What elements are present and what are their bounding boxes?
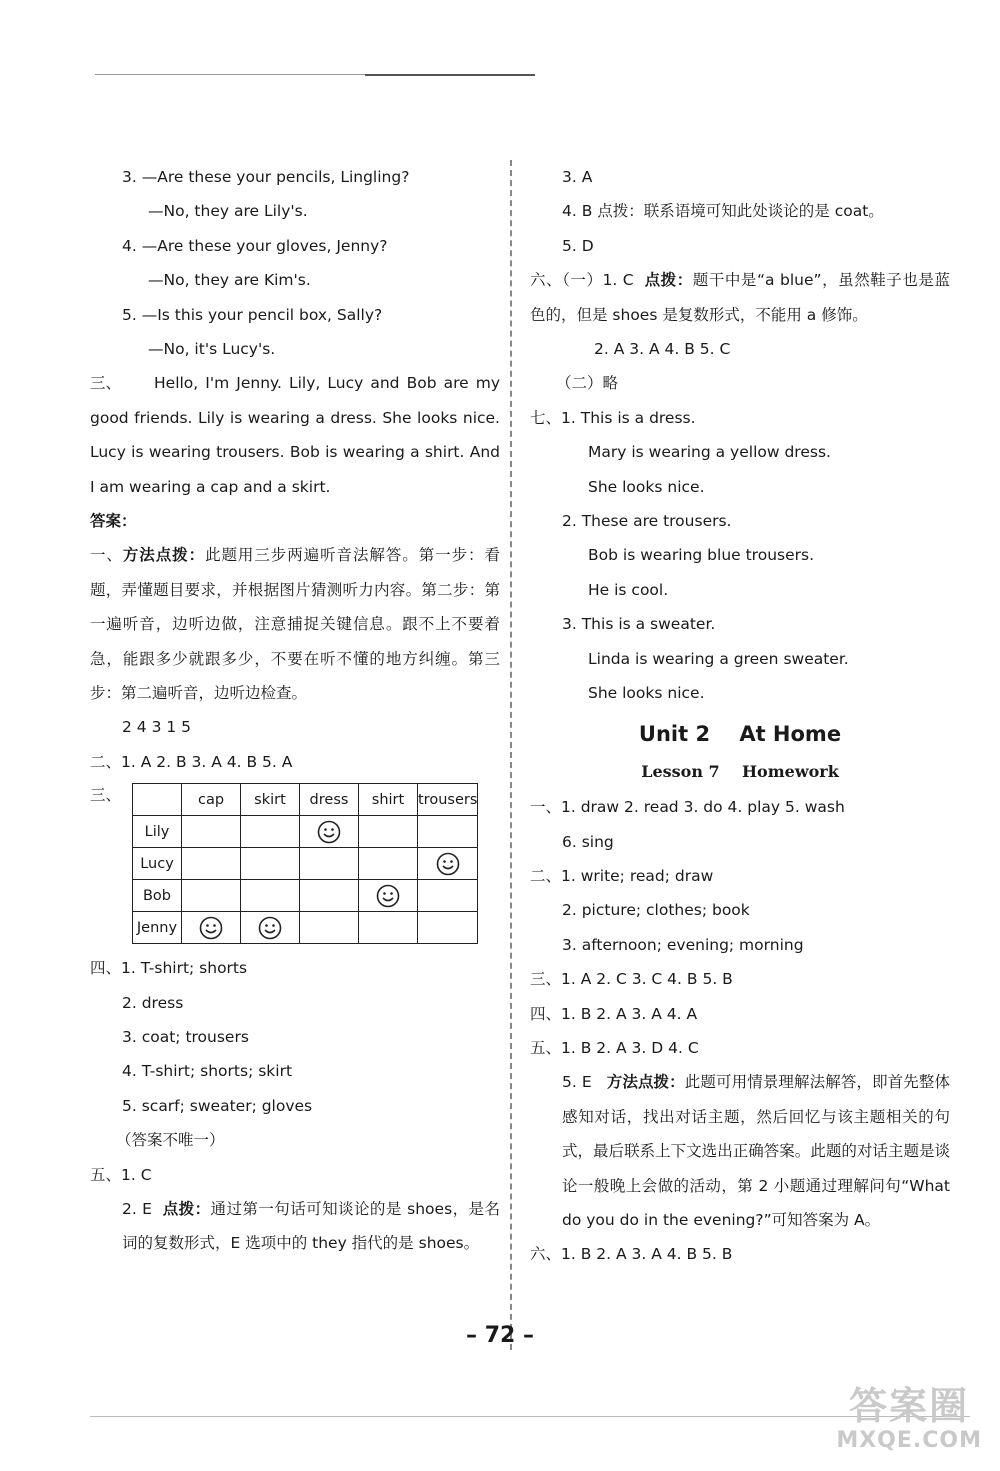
table-header-cell: trousers	[418, 784, 478, 816]
item-line: He is cool.	[588, 580, 669, 599]
section-1-label: 一、	[90, 546, 123, 565]
passage-label: 三、	[90, 374, 122, 393]
section-5-item-2	[90, 1192, 500, 1261]
table-cell	[418, 848, 478, 880]
table-header-cell: skirt	[241, 784, 300, 816]
item-num: 5. E	[562, 1073, 592, 1092]
top-rule-left	[95, 74, 365, 75]
section-6-part-2: （二）略	[556, 374, 619, 393]
smiley-icon	[436, 852, 460, 876]
row-name: Bob	[133, 880, 182, 912]
method-label: 方法点拨：	[606, 1073, 685, 1092]
page-number: – 72 –	[466, 1323, 534, 1348]
method-text: 此题用三步两遍听音法解答。第一步：看题，弄懂题目要求，并根据图片猜测听力内容。第二步：第一遍听音，边听边做，注意捕捉关键信息。跟不上不要着急，能跟多少就跟多少，不要在听不懂的地方纠缠。第三步：第二遍听音，边听边检查。	[90, 546, 500, 702]
table-cell	[359, 848, 418, 880]
tip-text: 通过第一句话可知谈论的是 shoes，是名词的复数形式，E 选项中的 they 指代的是 shoes。	[122, 1199, 500, 1253]
passage-text: Hello, I'm Jenny. Lily, Lucy and Bob are my good friends. Lily is wearing a dress. She looks nice. Lucy is wearing trousers. Bob is wearing a shirt. And I am wearing a cap and a skirt.	[90, 374, 500, 496]
section-4-answer: 1. T-shirt; shorts	[121, 959, 248, 978]
r-section-2-item-3: 3. afternoon; evening; morning	[562, 935, 804, 954]
r-section-3: 三、1. A 2. C 3. C 4. B 5. B	[530, 970, 733, 989]
watermark-title: 答案圈	[849, 1384, 970, 1428]
section-7-item-1	[530, 401, 950, 435]
item-line: Linda is wearing a green sweater.	[588, 649, 849, 668]
table-cell	[182, 880, 241, 912]
item-line: Mary is wearing a yellow dress.	[588, 443, 831, 462]
item-line: She looks nice.	[588, 477, 705, 496]
table-cell	[418, 912, 478, 944]
table-cell	[359, 912, 418, 944]
table-cell	[241, 848, 300, 880]
r-section-4: 四、1. B 2. A 3. A 4. A	[530, 1004, 698, 1023]
r-section-5-item-5	[530, 1065, 950, 1237]
lesson-title: Lesson 7 Homework	[641, 762, 839, 782]
answer-5: 5. D	[562, 236, 594, 255]
table-cell	[182, 912, 241, 944]
table-cell	[182, 848, 241, 880]
section-3-label: 三、	[90, 786, 122, 805]
answers-heading: 答案：	[90, 511, 137, 530]
table-cell	[359, 816, 418, 848]
table-cell	[359, 880, 418, 912]
answer-3: 3. A	[562, 168, 593, 186]
table-header-cell	[133, 784, 182, 816]
section-3-table-block	[90, 783, 500, 951]
dialog-5-answer: —No, it's Lucy's.	[148, 339, 276, 358]
dialog-4-question: 4. —Are these your gloves, Jenny?	[122, 236, 388, 255]
row-name: Jenny	[133, 912, 182, 944]
listening-passage	[90, 366, 500, 504]
tip-label: 点拨：	[644, 271, 693, 290]
table-row	[133, 880, 478, 912]
smiley-icon	[376, 884, 400, 908]
right-column	[530, 160, 950, 1272]
table-row	[133, 912, 478, 944]
site-watermark	[836, 1384, 982, 1454]
item-num: 2. E	[122, 1199, 152, 1218]
r-section-1-line-1: 一、1. draw 2. read 3. do 4. play 5. wash	[530, 798, 845, 817]
dialog-3-answer: —No, they are Lily's.	[148, 202, 308, 221]
row-name: Lily	[133, 816, 182, 848]
r-section-5: 五、1. B 2. A 3. D 4. C	[530, 1039, 699, 1058]
item-head: 1. This is a dress.	[561, 408, 696, 427]
r-section-6: 六、1. B 2. A 3. A 4. B 5. B	[530, 1245, 733, 1264]
section-4-item-1	[90, 951, 500, 985]
table-cell	[300, 880, 359, 912]
smiley-icon	[317, 820, 341, 844]
table-header-cell: dress	[300, 784, 359, 816]
table-header-cell: cap	[182, 784, 241, 816]
section-7-item-3: 3. This is a sweater.	[562, 615, 716, 634]
section-4-item-5: 5. scarf; sweater; gloves	[122, 1096, 313, 1115]
dialog-3-question: 3. —Are these your pencils, Lingling?	[122, 168, 410, 186]
item-line: She looks nice.	[588, 683, 705, 702]
section-6-part-1	[530, 263, 950, 332]
section-4-label: 四、	[90, 959, 122, 978]
section-1-answer: 2 4 3 1 5	[122, 718, 192, 737]
item-line: Bob is wearing blue trousers.	[588, 546, 815, 565]
table-cell	[300, 912, 359, 944]
r-section-1-line-2: 6. sing	[562, 832, 614, 851]
section-4-item-3: 3. coat; trousers	[122, 1027, 249, 1046]
row-name: Lucy	[133, 848, 182, 880]
watermark-url: MXQE.COM	[836, 1428, 982, 1453]
section-5-item-1: 五、1. C	[90, 1165, 152, 1184]
section-6-answers: 2. A 3. A 4. B 5. C	[594, 339, 731, 358]
section-4-item-2: 2. dress	[122, 993, 184, 1012]
dialog-4-answer: —No, they are Kim's.	[148, 271, 311, 290]
answer-4: 4. B 点拨：联系语境可知此处谈论的是 coat。	[562, 202, 884, 221]
table-cell	[182, 816, 241, 848]
section-1-method	[90, 538, 500, 710]
left-column	[90, 160, 500, 1261]
section-7-label: 七、	[530, 408, 562, 427]
table-cell	[418, 816, 478, 848]
section-4-note: （答案不唯一）	[116, 1131, 225, 1150]
smiley-icon	[199, 916, 223, 940]
table-row	[133, 848, 478, 880]
tip-text: 题干中是“a blue”，虽然鞋子也是蓝色的，但是 shoes 是复数形式，不能用 a 修饰。	[530, 271, 950, 324]
method-text: 此题可用情景理解法解答，即首先整体感知对话，找出对话主题，然后回忆与该主题相关的句式，最后联系上下文选出正确答案。此题的对话主题是谈论一般晚上会做的活动，第 2 小题通过理解问句“What do you do in the evening?”可知答案为 A。	[562, 1073, 950, 1230]
unit-title: Unit 2 At Home	[638, 722, 842, 747]
table-cell	[241, 912, 300, 944]
method-label: 方法点拨：	[122, 546, 206, 565]
clothes-table	[132, 783, 478, 944]
table-row	[133, 816, 478, 848]
table-cell	[300, 848, 359, 880]
smiley-icon	[258, 916, 282, 940]
section-6-label: 六、（一）1. C	[530, 271, 634, 290]
r-section-2-item-1: 二、1. write; read; draw	[530, 867, 714, 886]
table-header-row	[133, 784, 478, 816]
table-cell	[300, 816, 359, 848]
table-cell	[418, 880, 478, 912]
section-7-item-2: 2. These are trousers.	[562, 511, 732, 530]
table-cell	[241, 816, 300, 848]
column-divider	[510, 160, 512, 1350]
section-2-answers: 二、1. A 2. B 3. A 4. B 5. A	[90, 752, 293, 771]
table-header-cell: shirt	[359, 784, 418, 816]
tip-label: 点拨：	[162, 1199, 211, 1218]
dialog-5-question: 5. —Is this your pencil box, Sally?	[122, 305, 383, 324]
r-section-2-item-2: 2. picture; clothes; book	[562, 901, 750, 920]
section-4-item-4: 4. T-shirt; shorts; skirt	[122, 1062, 293, 1081]
table-cell	[241, 880, 300, 912]
top-rule-right	[365, 74, 535, 76]
